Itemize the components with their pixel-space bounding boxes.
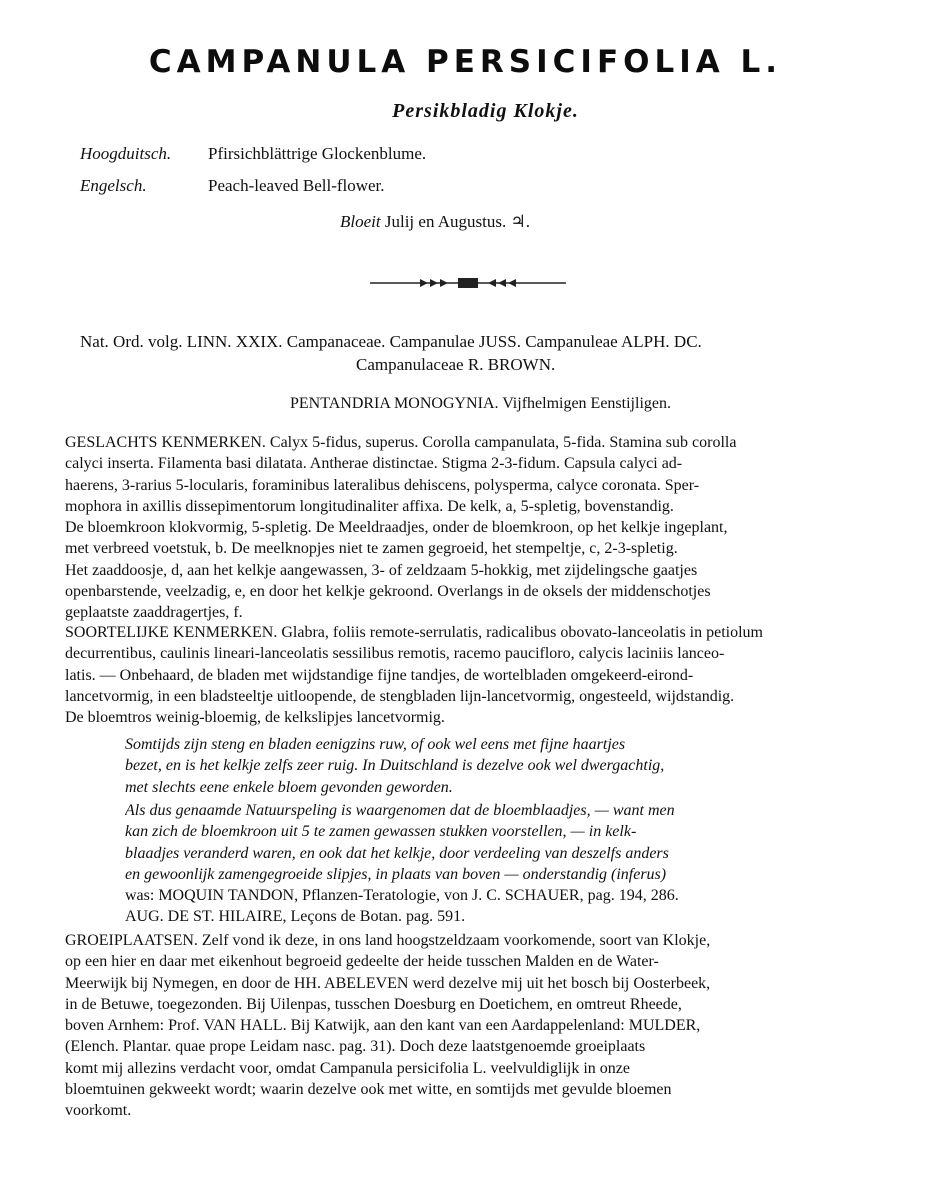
linnaean-class: PENTANDRIA MONOGYNIA. Vijfhelmigen Eenstijligen. bbox=[290, 395, 671, 412]
perennial-symbol: ♃. bbox=[510, 212, 530, 231]
text-line: (Elench. Plantar. quae prope Leidam nasc. pag. 31). Doch deze laatstgenoemde groeiplaats bbox=[65, 1038, 646, 1056]
text-line: lancetvormig, in een bladsteeltje uitloopende, de stengbladen lijn-lancetvormig, ongesteeld, wijdstandig. bbox=[65, 687, 735, 705]
text-line: AUG. DE ST. HILAIRE, Leçons de Botan. pag. 591. bbox=[125, 908, 466, 926]
language-label: Hoogduitsch. bbox=[80, 144, 172, 163]
text-line: De bloemkroon klokvormig, 5-spletig. De Meeldraadjes, onder de bloemkroon, op het kelkje ingeplant, bbox=[65, 519, 728, 537]
text-line: openbarstende, veelzadig, e, en door het kelkje gekroond. Overlangs in de oksels der middenschotjes bbox=[65, 583, 711, 601]
text-line: blaadjes veranderd waren, en ook dat het kelkje, door verdeeling van deszelfs anders bbox=[125, 844, 669, 862]
text-line: met verbreed voetstuk, b. De meelknopjes niet te zamen gegroeid, het stempeltje, c, 2-3-spletig. bbox=[65, 540, 678, 558]
text-line: De bloemtros weinig-bloemig, de kelkslipjes lancetvormig. bbox=[65, 709, 445, 727]
text-line: Somtijds zijn steng en bladen eenigzins ruw, of ook wel eens met fijne haartjes bbox=[125, 736, 626, 753]
text-line: in de Betuwe, toegezonden. Bij Uilenpas, tusschen Doesburg en Doetichem, en omtreut Rheede, bbox=[65, 995, 682, 1013]
variation-note bbox=[125, 734, 895, 798]
text-line: latis. — Onbehaard, de bladen met wijdstandige fijne tandjes, de wortelbladen omgekeerd-eirond- bbox=[65, 666, 694, 684]
text-line: mophora in axillis dissepimentorum longitudinaliter affixa. De kelk, a, 5-spletig, bovenstandig. bbox=[65, 497, 674, 515]
text-line: haerens, 3-rarius 5-locularis, foraminibus lateralibus dehiscens, polysperma, calyce coronata. Sper- bbox=[65, 476, 700, 494]
text-line: en gewoonlijk zamengegroeide slipjes, in plaats van boven — onderstandig (inferus) bbox=[125, 865, 667, 883]
ornament-divider bbox=[370, 276, 566, 290]
text-line: calyci inserta. Filamenta basi dilatata. Antherae distinctae. Stigma 2-3-fidum. Capsula calyci ad- bbox=[65, 455, 683, 473]
english-name-row bbox=[80, 176, 385, 196]
text-line: GROEIPLAATSEN. Zelf vond ik deze, in ons land hoogstzeldzaam voorkomende, soort van Klokje, bbox=[65, 932, 711, 949]
text-line: decurrentibus, caulinis lineari-lanceolatis sessilibus remotis, racemo paucifloro, calycis laciniis lanceo- bbox=[65, 645, 725, 663]
text-line: Meerwijk bij Nymegen, en door de HH. ABELEVEN werd dezelve mij uit het bosch bij Oosterbeek, bbox=[65, 974, 711, 992]
text-line: GESLACHTS KENMERKEN. Calyx 5-fidus, superus. Corolla campanulata, 5-fida. Stamina sub corolla bbox=[65, 434, 737, 451]
text-line: voorkomt. bbox=[65, 1102, 132, 1120]
genus-characters bbox=[65, 432, 895, 624]
teratology-note bbox=[125, 800, 895, 928]
text-line: Als dus genaamde Natuurspeling is waargenomen dat de bloemblaadjes, — want men bbox=[125, 802, 675, 819]
text-line: bezet, en is het kelkje zelfs zeer ruig. In Duitschland is dezelve ook wel dwergachtig, bbox=[125, 757, 665, 775]
text-line: komt mij allezins verdacht voor, omdat Campanula persicifolia L. veelvuldiglijk in onze bbox=[65, 1059, 630, 1077]
classification-line: Nat. Ord. volg. LINN. XXIX. Campanaceae. Campanulae JUSS. Campanuleae ALPH. DC. bbox=[80, 332, 702, 351]
species-characters bbox=[65, 622, 895, 728]
classification bbox=[80, 330, 702, 376]
bloom-period bbox=[340, 212, 530, 232]
dutch-name: Persikbladig Klokje. bbox=[392, 100, 579, 122]
german-name-row bbox=[80, 144, 426, 164]
text-line: kan zich de bloemkroon uit 5 te zamen gewassen stukken voorstellen, — in kelk- bbox=[125, 823, 637, 841]
bloom-label: Bloeit bbox=[340, 212, 381, 231]
text-line: geplaatste zaaddragertjes, f. bbox=[65, 604, 243, 622]
text-line: was: MOQUIN TANDON, Pflanzen-Teratologie, von J. C. SCHAUER, pag. 194, 286. bbox=[125, 887, 679, 905]
common-name: Pfirsichblättrige Glockenblume. bbox=[208, 144, 427, 163]
text-line: boven Arnhem: Prof. VAN HALL. Bij Katwijk, aan den kant van een Aardappelenland: MULDER, bbox=[65, 1017, 701, 1035]
habitats bbox=[65, 930, 895, 1122]
text-line: Het zaaddoosje, d, aan het kelkje aangewassen, 3- of zeldzaam 5-hokkig, met zijdelingsche gaatjes bbox=[65, 561, 698, 579]
text-line: met slechts eene enkele bloem gevonden geworden. bbox=[125, 778, 453, 796]
language-label: Engelsch. bbox=[80, 176, 147, 195]
common-name: Peach-leaved Bell-flower. bbox=[208, 176, 385, 195]
text-line: SOORTELIJKE KENMERKEN. Glabra, foliis remote-serrulatis, radicalibus obovato-lanceolatis in petiolum bbox=[65, 624, 763, 641]
page-title: CAMPANULA PERSICIFOLIA L. bbox=[148, 44, 783, 80]
bloom-text: Julij en Augustus. bbox=[384, 212, 507, 231]
text-line: bloemtuinen gekweekt wordt; waarin dezelve ook met witte, en somtijds met gevulde bloemen bbox=[65, 1081, 672, 1099]
text-line: op een hier en daar met eikenhout begroeid gedeelte der heide tusschen Malden en de Water- bbox=[65, 953, 659, 971]
classification-line: Campanulaceae R. BROWN. bbox=[356, 355, 556, 374]
